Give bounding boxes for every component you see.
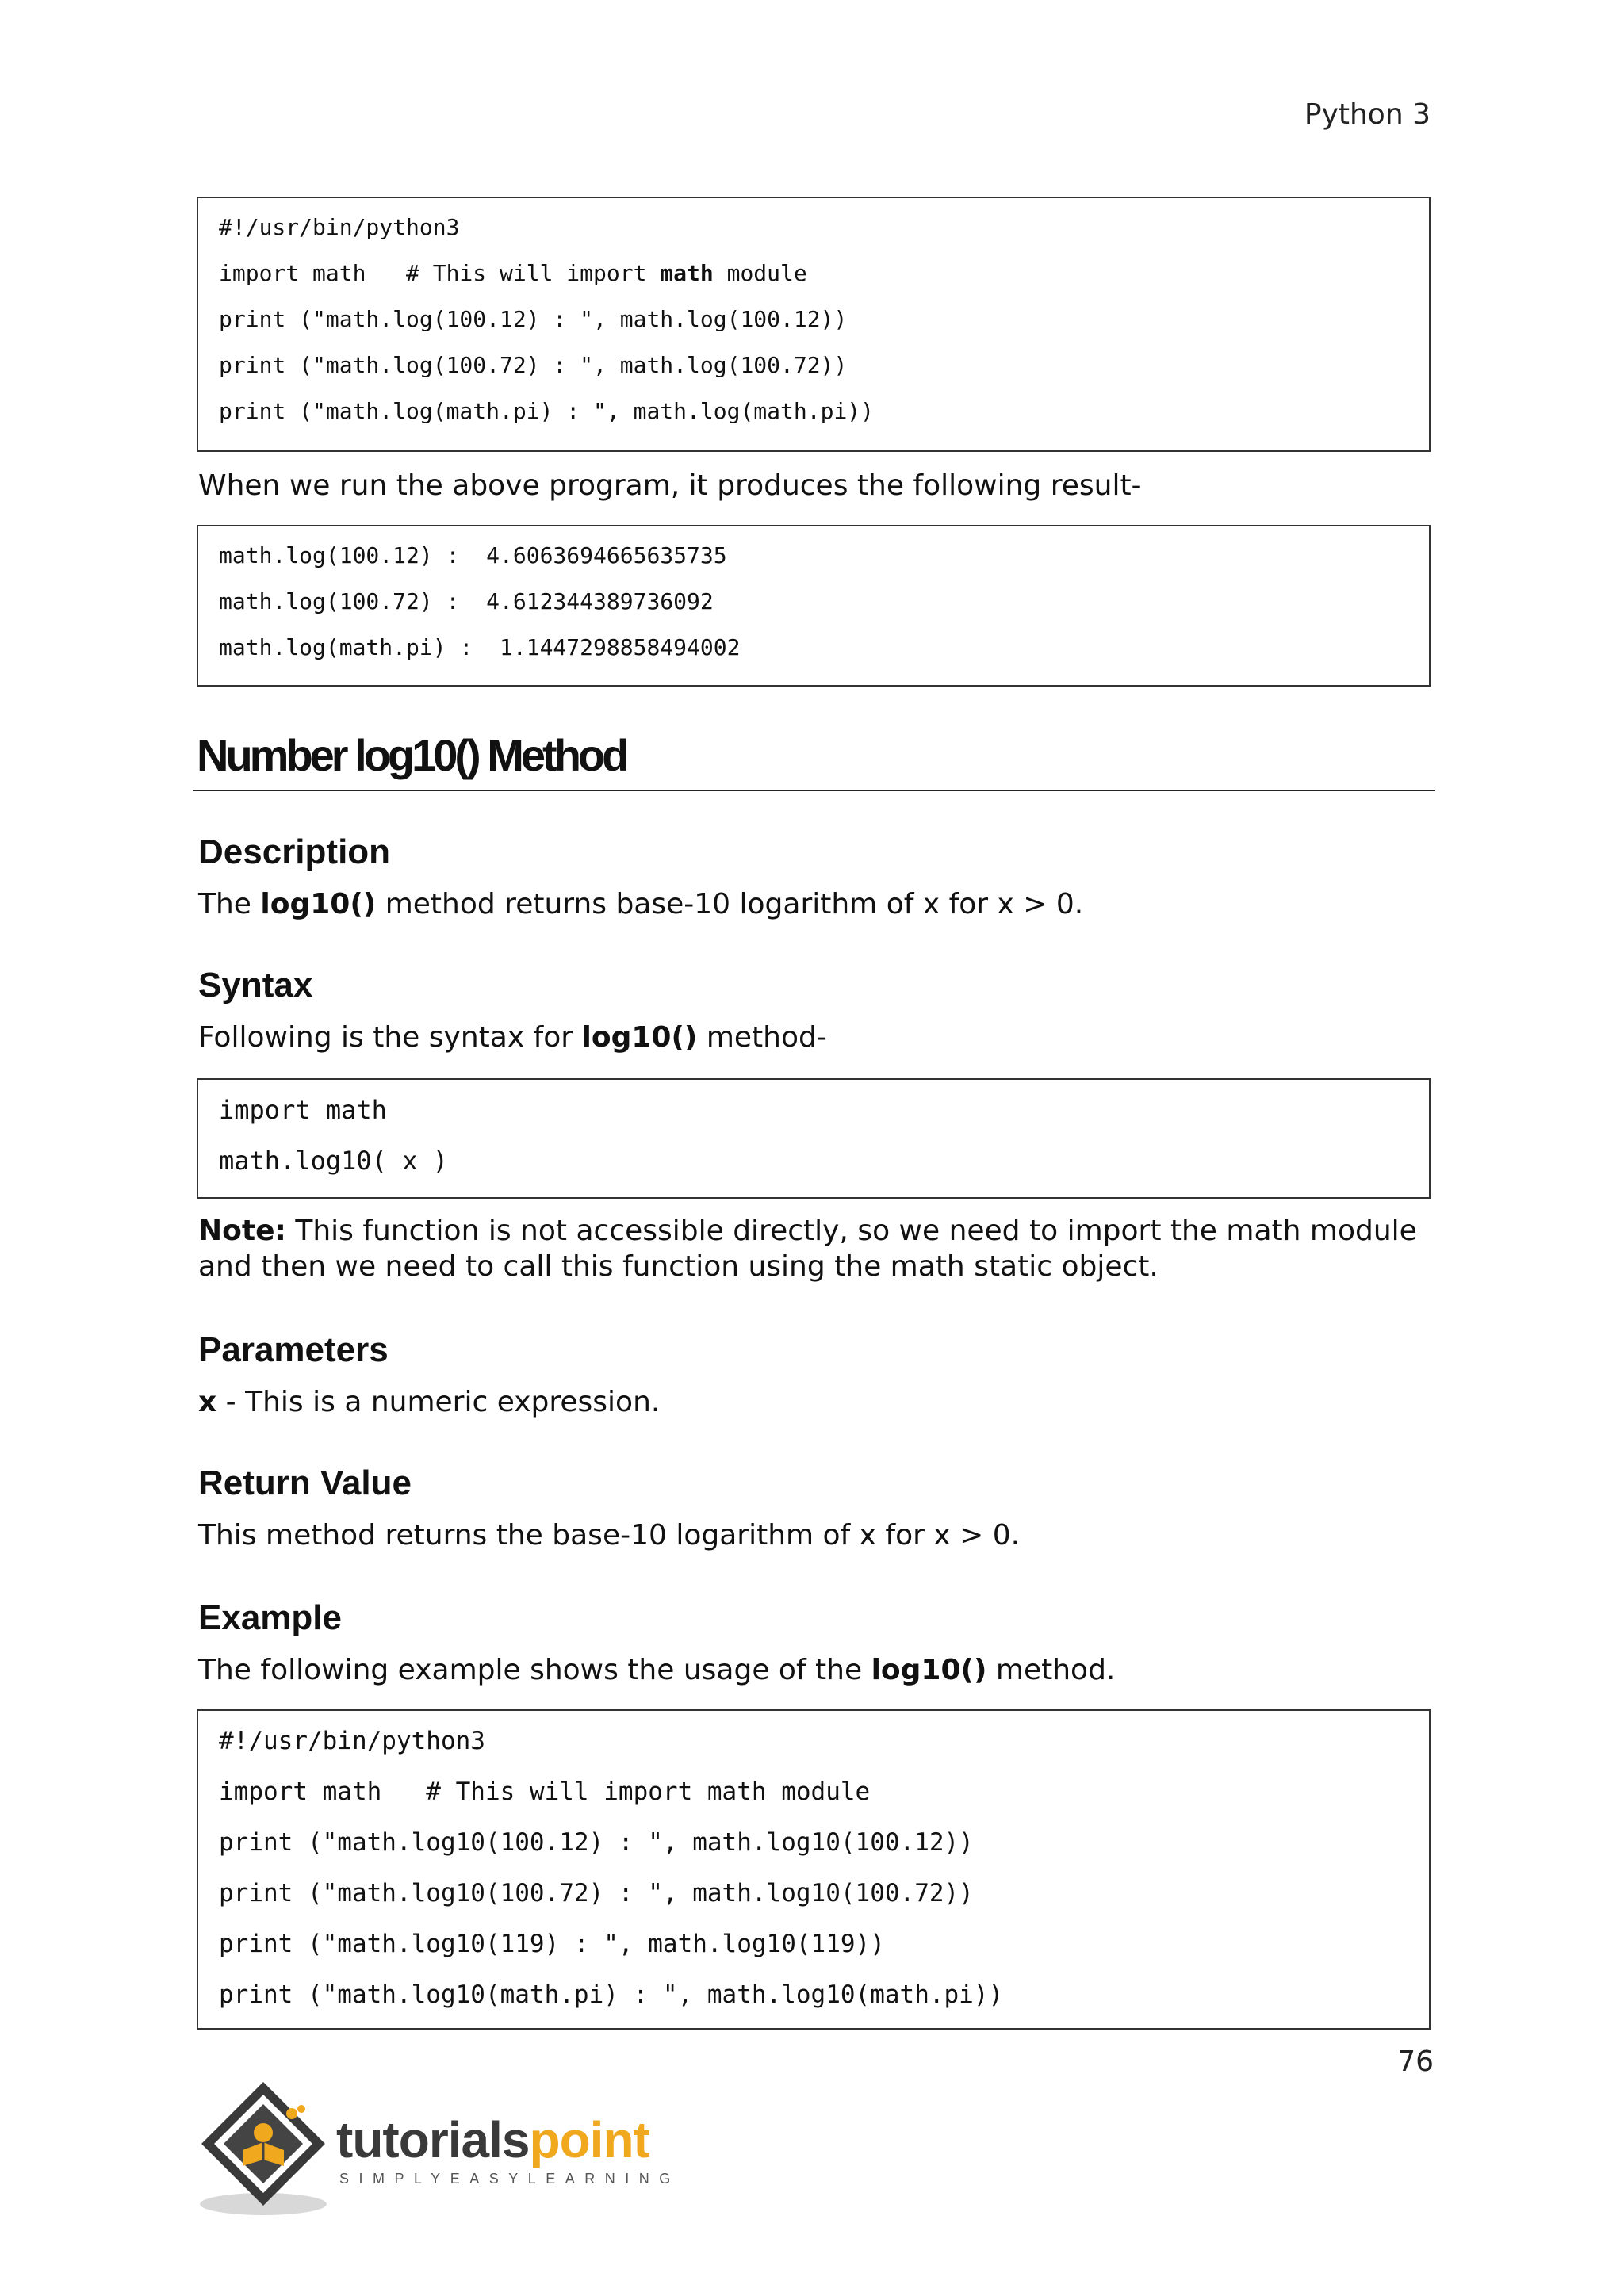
code-line: math.log10( x ) [219, 1146, 448, 1176]
code-line: print ("math.log10(119) : ", math.log10(119)) [219, 1930, 885, 1958]
example-text: The following example shows the usage of the log10() method. [198, 1654, 1116, 1686]
code-line: print ("math.log(math.pi) : ", math.log(math.pi)) [219, 398, 875, 424]
title-underline [193, 790, 1435, 791]
example-heading: Example [198, 1598, 342, 1637]
page-number: 76 [1397, 2045, 1434, 2078]
description-text: The log10() method returns base-10 logarithm of x for x > 0. [198, 888, 1084, 920]
code-line: #!/usr/bin/python3 [219, 214, 460, 240]
code-line: import math # This will import math module [219, 1777, 871, 1806]
section-title: Number log10() Method [197, 730, 626, 780]
code-line: print ("math.log10(100.12) : ", math.log10(100.12)) [219, 1828, 974, 1857]
result-intro: When we run the above program, it produces the following result- [198, 469, 1142, 502]
code-line: print ("math.log10(100.72) : ", math.log10(100.72)) [219, 1879, 974, 1908]
parameters-heading: Parameters [198, 1330, 389, 1369]
tutorialspoint-logo [193, 2077, 680, 2220]
return-value-text: This method returns the base-10 logarithm of x for x > 0. [198, 1519, 1021, 1552]
code-line: import math [219, 1095, 387, 1125]
output-line: math.log(math.pi) : 1.1447298858494002 [219, 634, 741, 660]
logo-wordmark: tutorialspoint [336, 2111, 649, 2168]
code-block-log [197, 197, 1431, 452]
code-line: print ("math.log(100.72) : ", math.log(100.72)) [219, 352, 848, 378]
logo-diamond-icon [193, 2077, 344, 2220]
running-header: Python 3 [1304, 98, 1431, 131]
note-paragraph: Note: This function is not accessible directly, so we need to import the math module and then we need to call this function using the math static object. [198, 1215, 1417, 1283]
code-line: print ("math.log(100.12) : ", math.log(100.12)) [219, 306, 848, 332]
output-line: math.log(100.12) : 4.6063694665635735 [219, 542, 727, 568]
return-value-heading: Return Value [198, 1464, 412, 1502]
description-heading: Description [198, 832, 391, 871]
code-bold-word: math [660, 260, 714, 286]
syntax-heading: Syntax [198, 966, 313, 1004]
code-line: #!/usr/bin/python3 [219, 1727, 485, 1755]
syntax-text: Following is the syntax for log10() method- [198, 1021, 827, 1054]
note-label: Note: [198, 1215, 286, 1247]
example-code-block [197, 1709, 1431, 2030]
logo-tagline: SIMPLYEASYLEARNING [339, 2171, 680, 2187]
code-line: print ("math.log10(math.pi) : ", math.log10(math.pi)) [219, 1980, 1004, 2009]
syntax-code-block [197, 1078, 1431, 1199]
code-line: import math # This will import math module [219, 260, 807, 286]
output-line: math.log(100.72) : 4.612344389736092 [219, 588, 714, 614]
parameter-item: x - This is a numeric expression. [198, 1386, 661, 1418]
output-block [197, 525, 1431, 687]
